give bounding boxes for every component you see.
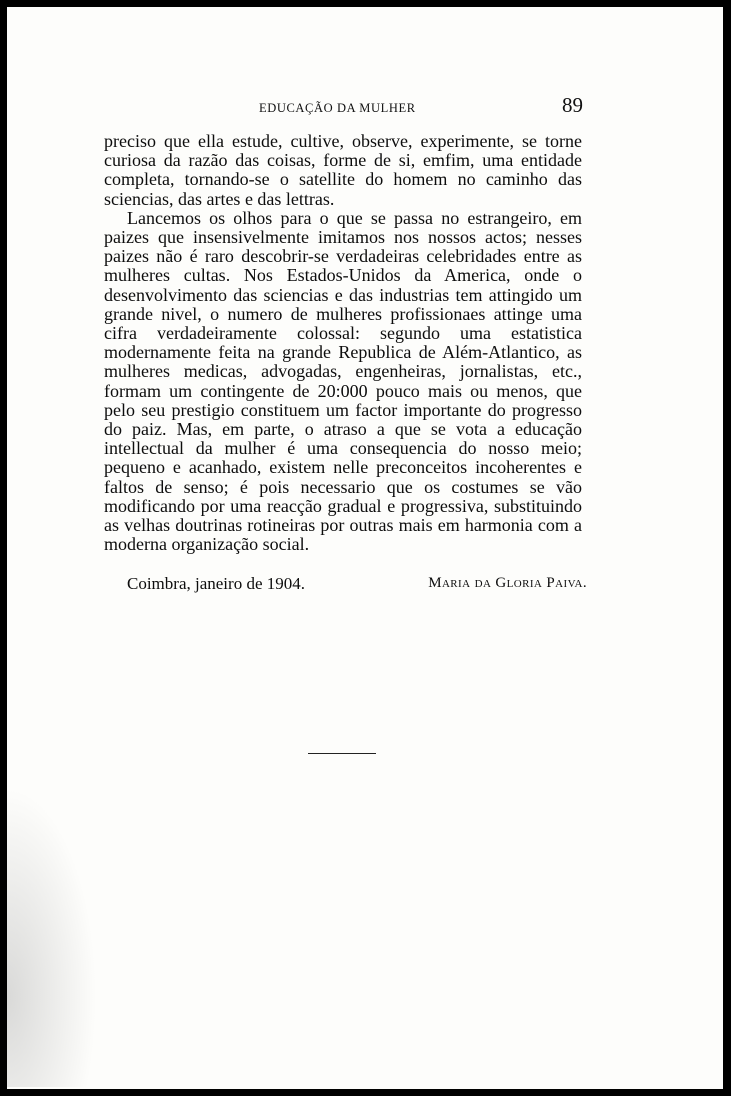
running-head: EDUCAÇÃO DA MULHER <box>259 101 416 115</box>
signature-line <box>127 574 587 596</box>
place-and-date: Coimbra, janeiro de 1904. <box>127 574 305 593</box>
page-shadow <box>7 787 97 1087</box>
paragraph-continued: preciso que ella estude, cultive, observe, experimente, se torne curiosa da razão das coisas, forme de si, emfim, uma entidade completa, tornando-se o satellite do homem no caminho das sciencias, das artes e das lettras. <box>104 131 582 209</box>
book-page <box>7 7 723 1089</box>
page-header <box>7 93 723 121</box>
body-text <box>104 132 582 554</box>
paragraph-main: Lancemos os olhos para o que se passa no estrangeiro, em paizes que insensivelmente imitamos nos nossos actos; nesses paizes não é raro descobrir-se verdadeiras celebridades entre as mulheres cultas. Nos Estados-Unidos da America, onde o desenvolvimento das sciencias e das industrias tem attingido um grande nivel, o numero de mulheres profissionaes attinge uma cifra verdadeiramente colossal: segundo uma estatistica modernamente feita na grande Republica de Além-Atlantico, as mulheres medicas, advogadas, engenheiras, jornalistas, etc., formam um contingente de 20:000 pouco mais ou menos, que pelo seu prestigio constituem um factor importante do progresso do paiz. Mas, em parte, o atraso a que se vota a educação intellectual da mulher é uma consequencia do nosso meio; pequeno e acanhado, existem nelle preconceitos incoherentes e faltos de senso; é pois necessario que os costumes se vão modificando por uma reacção gradual e progressiva, substituindo as velhas doutrinas rotineiras por outras mais em harmonia com a moderna organização social. <box>104 207 582 555</box>
author-name: Maria da Gloria Paiva. <box>428 575 587 591</box>
page-number: 89 <box>562 93 583 117</box>
section-divider <box>308 753 376 754</box>
